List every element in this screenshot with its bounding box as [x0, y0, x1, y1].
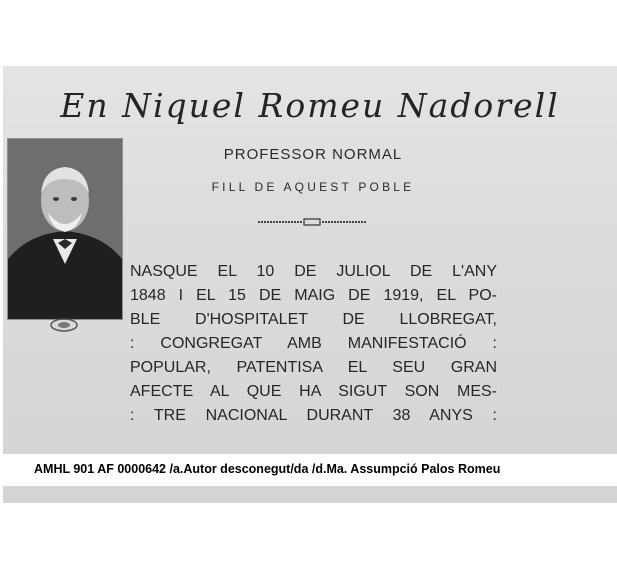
plaque-body-line: POPULAR, PATENTISA EL SEU GRAN — [130, 359, 497, 376]
plaque-title: En Niquel Romeu Nadorell — [60, 86, 560, 125]
plaque-body-line: AFECTE AL QUE HA SIGUT SON MES- — [130, 383, 497, 400]
plaque-body — [130, 260, 497, 428]
plaque-subtitle-origin: FILL DE AQUEST POBLE — [211, 180, 415, 194]
plaque-body-line: 1848 I EL 15 DE MAIG DE 1919, EL PO- — [130, 287, 497, 304]
plaque-body-line: : CONGREGAT AMB MANIFESTACIÓ : — [130, 335, 497, 352]
archive-caption: AMHL 901 AF 0000642 /a.Autor desconegut/da /d.Ma. Assumpció Palos Romeu — [34, 462, 501, 476]
plaque-body-line: : TRE NACIONAL DURANT 38 ANYS : — [130, 407, 497, 424]
plaque-body-line: NASQUE EL 10 DE JULIOL DE L'ANY — [130, 263, 497, 280]
seal-icon — [49, 318, 79, 332]
portrait-photo-icon — [7, 138, 123, 320]
plaque-photograph — [3, 66, 617, 503]
plaque-subtitle-profession: PROFESSOR NORMAL — [223, 146, 403, 163]
ornament-divider-icon — [258, 218, 366, 226]
plaque-body-line: BLE D'HOSPITALET DE LLOBREGAT, — [130, 311, 497, 328]
